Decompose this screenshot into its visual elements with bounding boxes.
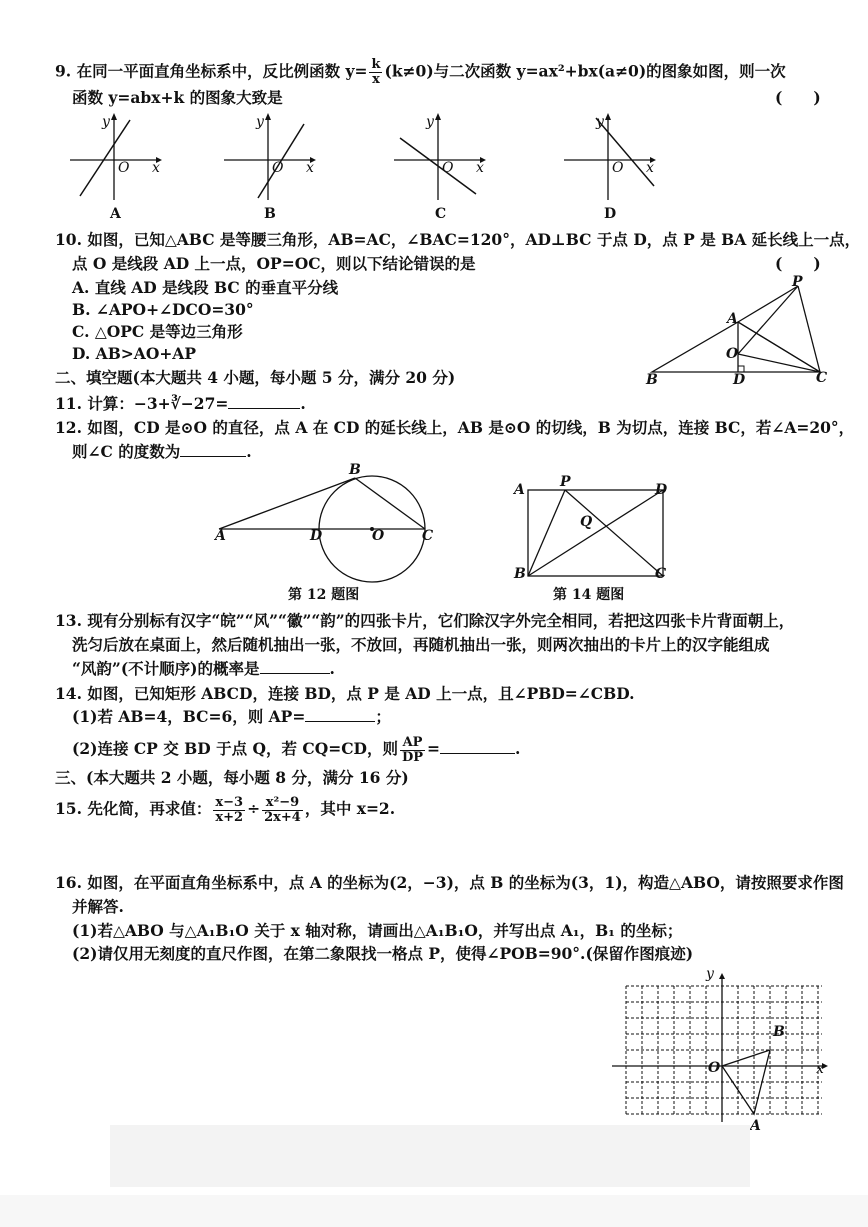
q14-label-b: B — [514, 566, 526, 582]
q9-b-x-label: x — [306, 160, 314, 176]
q13-line2: 洗匀后放在桌面上，然后随机抽出一张，不放回，再随机抽出一张，则两次抽出的卡片上的汉字能组成 — [72, 635, 770, 654]
q15-f2-den: 2x+4 — [264, 809, 301, 825]
q15-op: ÷ — [247, 799, 261, 818]
q9-option-c: C — [435, 206, 447, 222]
q10-label-d: D — [733, 372, 746, 388]
section2-heading: 二、填空题(本大题共 4 小题，每小题 5 分，满分 20 分) — [55, 368, 456, 387]
q10-choice-b: B. ∠APO+∠DCO=30° — [72, 300, 254, 319]
q9-d-y-label: y — [596, 114, 604, 130]
q9-c-origin: O — [442, 160, 454, 176]
q9-graph-a — [68, 112, 163, 202]
q15-tail: ，其中 x=2. — [304, 799, 396, 818]
q9-option-a: A — [110, 206, 121, 222]
q14-label-d: D — [655, 482, 668, 498]
q12-line1: 12. 如图，CD 是⊙O 的直径，点 A 在 CD 的延长线上，AB 是⊙O 的切线，B 为切点，连接 BC，若∠A=20°， — [55, 418, 855, 437]
q10-choice-a: A. 直线 AD 是线段 BC 的垂直平分线 — [72, 278, 339, 297]
q15-f1-den: x+2 — [215, 809, 244, 825]
q14-part1-blank[interactable] — [305, 721, 375, 722]
q12-label-o: O — [372, 528, 385, 544]
q9-line2: 函数 y=abx+k 的图象大致是 — [72, 88, 283, 107]
q9-d-origin: O — [612, 160, 624, 176]
q11 — [55, 394, 306, 414]
q15-fraction-2 — [262, 796, 303, 825]
q12-line2-text: 则∠C 的度数为 — [72, 442, 181, 461]
q12-figure — [215, 464, 445, 584]
q14-fraction — [400, 736, 425, 765]
section3-heading: 三、(本大题共 2 小题，每小题 8 分，满分 16 分) — [55, 768, 409, 787]
q16-label-a: A — [750, 1118, 761, 1134]
q9-frac-den: x — [372, 72, 380, 87]
q12-label-b: B — [349, 462, 361, 478]
q11-end: . — [300, 394, 306, 413]
q9-option-b: B — [264, 206, 276, 222]
q14-label-a: A — [514, 482, 525, 498]
q10-label-c: C — [816, 370, 828, 386]
q10-line2: 点 O 是线段 AD 上一点，OP=OC，则以下结论错误的是 — [72, 254, 476, 273]
q16-line1: 16. 如图，在平面直角坐标系中，点 A 的坐标为(2，−3)，点 B 的坐标为(3，1)，构造△ABO，请按照要求作图 — [55, 873, 844, 892]
q16-y-label: y — [706, 966, 714, 982]
q10-choice-c: C. △OPC 是等边三角形 — [72, 322, 243, 341]
q14-frac-num: AP — [400, 736, 425, 751]
q12-label-c: C — [422, 528, 434, 544]
q14-part2-blank[interactable] — [440, 753, 515, 754]
q13-answer-blank[interactable] — [260, 673, 330, 674]
q10-label-b: B — [646, 372, 658, 388]
q14-part2-eq: = — [427, 739, 441, 758]
q13-line3-text: “风韵”(不计顺序)的概率是 — [72, 659, 260, 678]
q14-line1: 14. 如图，已知矩形 ABCD，连接 BD，点 P 是 AD 上一点，且∠PBD=∠CBD. — [55, 684, 635, 703]
q16-x-label: x — [816, 1061, 824, 1077]
q14-figure — [515, 478, 675, 583]
q12-caption: 第 12 题图 — [288, 587, 360, 603]
q9-frac-num: k — [371, 57, 381, 72]
q9-c-y-label: y — [426, 114, 434, 130]
q9-line1 — [55, 58, 786, 87]
q9-c-x-label: x — [476, 160, 484, 176]
q9-line1-tail: (k≠0)与二次函数 y=ax²+bx(a≠0)的图象如图，则一次 — [384, 61, 786, 81]
q14-frac-den: DP — [401, 749, 424, 765]
q10-choice-d: D. AB>AO+AP — [72, 344, 196, 363]
q14-label-q: Q — [580, 514, 593, 530]
q16-line2: 并解答. — [72, 897, 124, 916]
q10-label-a: A — [727, 311, 738, 327]
q10-bracket: ( ) — [775, 254, 821, 273]
q16-line3: (1)若△ABO 与△A₁B₁O 关于 x 轴对称，请画出△A₁B₁O，并写出点 A₁，B₁ 的坐标； — [72, 921, 683, 940]
q13-line3 — [72, 659, 335, 679]
q9-line1-text: 9. 在同一平面直角坐标系中，反比例函数 y= — [55, 61, 368, 81]
q11-text: 11. 计算：−3+∛−27= — [55, 394, 229, 413]
q15-f2-num: x²−9 — [262, 796, 303, 811]
q14-part1-text: (1)若 AB=4，BC=6，则 AP= — [72, 707, 306, 726]
q16-line4: (2)请仅用无刻度的直尺作图，在第二象限找一格点 P，使得∠POB=90°.(保留作图痕迹) — [72, 944, 694, 963]
q9-d-x-label: x — [646, 160, 654, 176]
q9-b-y-label: y — [256, 114, 264, 130]
q12-label-d: D — [310, 528, 323, 544]
q15-lead: 15. 先化简，再求值： — [55, 799, 212, 818]
q15 — [55, 794, 395, 825]
q9-a-y-label: y — [102, 114, 110, 130]
q9-fraction — [369, 58, 382, 87]
q14-part2 — [72, 735, 520, 765]
q9-graph-d — [562, 112, 657, 202]
q14-part2-text: (2)连接 CP 交 BD 于点 Q，若 CQ=CD，则 — [72, 739, 398, 758]
q9-option-d: D — [604, 206, 617, 222]
q12-end: . — [246, 442, 252, 461]
q14-label-p: P — [560, 474, 571, 490]
q9-b-origin: O — [272, 160, 284, 176]
q14-part1-end: ； — [375, 707, 391, 726]
q9-graph-c — [392, 112, 487, 202]
q13-line1: 13. 现有分别标有汉字“皖”“风”“徽”“韵”的四张卡片，它们除汉字外完全相同，若把这四张卡片背面朝上， — [55, 611, 795, 630]
q16-label-o: O — [708, 1060, 721, 1076]
q9-a-origin: O — [118, 160, 130, 176]
q10-label-p: P — [792, 274, 803, 290]
q9-a-x-label: x — [152, 160, 160, 176]
q14-label-c: C — [655, 566, 667, 582]
q16-label-b: B — [773, 1024, 785, 1040]
q14-part1 — [72, 707, 391, 727]
q10-label-o: O — [726, 346, 739, 362]
q9-graph-b — [222, 112, 317, 202]
q12-line2 — [72, 442, 252, 462]
q15-fraction-1 — [213, 796, 245, 825]
q14-caption: 第 14 题图 — [553, 587, 625, 603]
q16-grid-figure — [608, 972, 838, 1132]
q13-end: . — [329, 659, 335, 678]
q10-line1: 10. 如图，已知△ABC 是等腰三角形，AB=AC，∠BAC=120°，AD⊥BC 于点 D，点 P 是 BA 延长线上一点， — [55, 230, 861, 249]
q12-label-a: A — [215, 528, 226, 544]
page-bottom-edge — [0, 1195, 868, 1227]
scan-shadow-area — [110, 1125, 750, 1187]
q15-f1-num: x−3 — [215, 794, 244, 810]
q11-answer-blank[interactable] — [228, 408, 300, 409]
q14-part2-end: . — [515, 739, 521, 758]
q9-bracket: ( ) — [775, 88, 821, 107]
q12-answer-blank[interactable] — [180, 456, 246, 457]
